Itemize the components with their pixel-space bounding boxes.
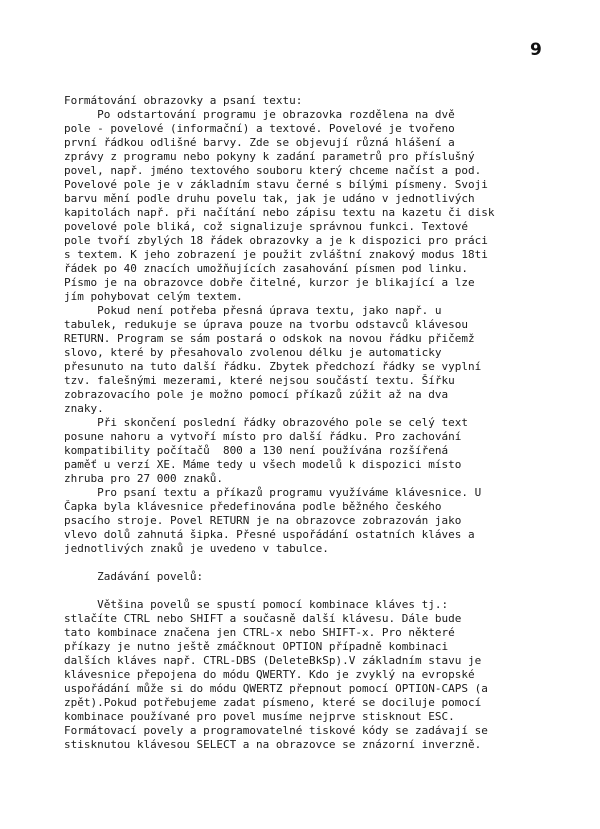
- text-line: Po odstartování programu je obrazovka rozdělena na dvě: [64, 108, 455, 121]
- text-line: povelové pole bliká, což signalizuje správnou funkci. Textové: [64, 220, 468, 233]
- text-line: povel, např. jméno textového souboru který chceme načíst a pod.: [64, 164, 482, 177]
- section-gap: [64, 556, 584, 570]
- text-line: vlevo dolů zahnutá šipka. Přesné uspořádání ostatních kláves a: [64, 528, 475, 541]
- text-line: jednotlivých znaků je uvedeno v tabulce.: [64, 542, 329, 555]
- text-line: znaky.: [64, 402, 104, 415]
- text-line: příkazy je nutno ještě zmáčknout OPTION případně kombinaci: [64, 640, 449, 653]
- text-line: tzv. falešnými mezerami, které nejsou součástí textu. Šířku: [64, 374, 455, 387]
- text-line: Při skončení poslední řádky obrazového pole se celý text: [64, 416, 468, 429]
- section-commands-paragraphs: [64, 598, 584, 752]
- section-formatting-paragraphs: [64, 108, 584, 556]
- section-heading-formatting: Formátování obrazovky a psaní textu:: [64, 94, 303, 107]
- text-line: přesunuto na tuto další řádku. Zbytek předchozí řádky se vyplní: [64, 360, 482, 373]
- document-body: [64, 94, 584, 752]
- text-line: dalších kláves např. CTRL-DBS (DeleteBkSp).V základním stavu je: [64, 654, 482, 667]
- text-line: Formátovací povely a programovatelné tiskové kódy se zadávají se: [64, 724, 488, 737]
- text-line: Povelové pole je v základním stavu černé s bílými písmeny. Svoji: [64, 178, 488, 191]
- text-line: Pokud není potřeba přesná úprava textu, jako např. u: [64, 304, 442, 317]
- text-line: psacího stroje. Povel RETURN je na obrazovce zobrazován jako: [64, 514, 462, 527]
- text-line: první řádkou odlišné barvy. Zde se objevují různá hlášení a: [64, 136, 455, 149]
- text-line: slovo, které by přesahovalo zvolenou délku je automaticky: [64, 346, 442, 359]
- text-line: Většina povelů se spustí pomocí kombinace kláves tj.:: [64, 598, 449, 611]
- text-line: zobrazovacího pole je možno pomocí příkazů zúžit až na dva: [64, 388, 449, 401]
- text-line: zprávy z programu nebo pokyny k zadání parametrů pro příslušný: [64, 150, 475, 163]
- text-line: Čapka byla klávesnice předefinována podle běžného českého: [64, 500, 442, 513]
- text-line: zpět).Pokud potřebujeme zadat písmeno, které se dociluje pomocí: [64, 696, 482, 709]
- text-line: RETURN. Program se sám postará o odskok na novou řádku přičemž: [64, 332, 475, 345]
- section-heading-commands: Zadávání povelů:: [64, 570, 204, 583]
- text-line: posune nahoru a vytvoří místo pro další řádku. Pro zachování: [64, 430, 462, 443]
- text-line: Pro psaní textu a příkazů programu využíváme klávesnice. U: [64, 486, 482, 499]
- section-gap: [64, 584, 584, 598]
- text-line: tabulek, redukuje se úprava pouze na tvorbu odstavců klávesou: [64, 318, 468, 331]
- text-line: řádek po 40 znacích umožňujících zasahování písmen pod linku.: [64, 262, 468, 275]
- text-line: stisknutou klávesou SELECT a na obrazovce se znázorní inverzně.: [64, 738, 482, 751]
- text-line: s textem. K jeho zobrazení je použit zvláštní znakový modus 18ti: [64, 248, 488, 261]
- text-line: uspořádání může si do módu QWERTZ přepnout pomocí OPTION-CAPS (a: [64, 682, 488, 695]
- text-line: jím pohybovat celým textem.: [64, 290, 243, 303]
- text-line: barvu mění podle druhu povelu tak, jak je udáno v jednotlivých: [64, 192, 475, 205]
- text-line: kompatibility počítačů 800 a 130 není používána rozšířená: [64, 444, 449, 457]
- text-line: paměť u verzí XE. Máme tedy u všech modelů k dispozici místo: [64, 458, 462, 471]
- text-line: stlačíte CTRL nebo SHIFT a současně další klávesu. Dále bude: [64, 612, 462, 625]
- text-line: zhruba pro 27 000 znaků.: [64, 472, 223, 485]
- text-line: kapitolách např. při načítání nebo zápisu textu na kazetu či disk: [64, 206, 495, 219]
- page-number: 9: [530, 40, 542, 60]
- text-line: tato kombinace značena jen CTRL-x nebo SHIFT-x. Pro některé: [64, 626, 455, 639]
- text-line: Písmo je na obrazovce dobře čitelné, kurzor je blikající a lze: [64, 276, 475, 289]
- text-line: kombinace používané pro povel musíme nejprve stisknout ESC.: [64, 710, 455, 723]
- text-line: pole - povelové (informační) a textové. Povelové je tvořeno: [64, 122, 455, 135]
- text-line: klávesnice přepojena do módu QWERTY. Kdo je zvyklý na evropské: [64, 668, 475, 681]
- text-line: pole tvoří zbylých 18 řádek obrazovky a je k dispozici pro práci: [64, 234, 488, 247]
